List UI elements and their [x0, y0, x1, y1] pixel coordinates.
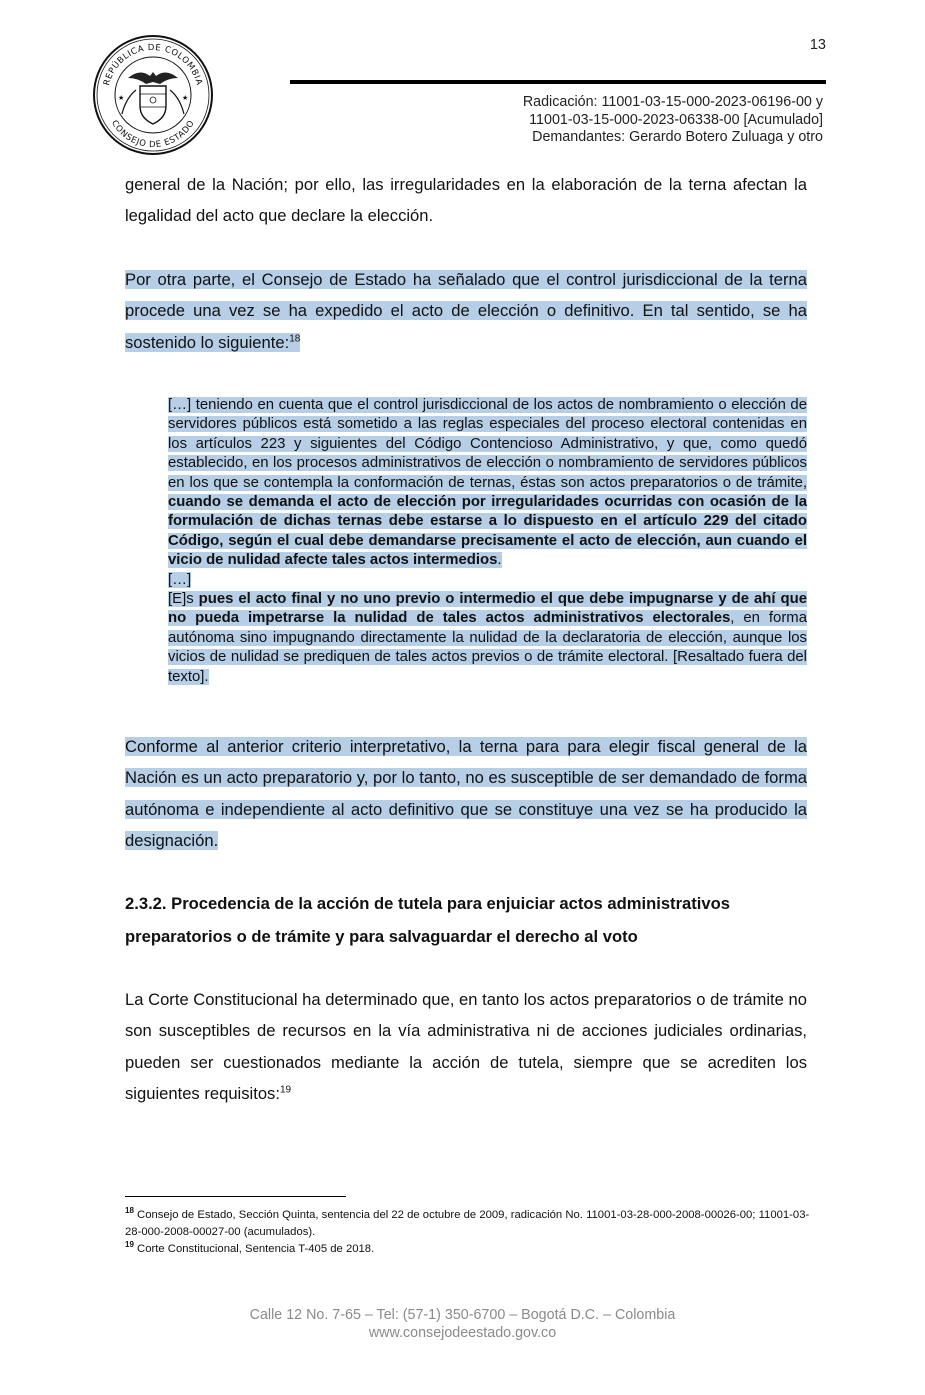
radicado-line-1: Radicación: 11001-03-15-000-2023-06196-00 y	[522, 94, 823, 110]
quote-part-b-bold: pues el acto final y no uno previo o intermedio el que debe impugnarse y de ahí que no pueda impetrarse la nulidad de tales actos administrativos electorales	[168, 591, 807, 627]
consejo-de-estado-seal-logo	[92, 34, 214, 156]
footnote-18	[125, 1207, 825, 1241]
paragraph-1: general de la Nación; por ello, las irregularidades en la elaboración de la terna afectan la legalidad del acto que declare la elección.	[125, 175, 807, 226]
quote-part-a-bold: cuando se demanda el acto de elección por irregularidades ocurridas con ocasión de la formulación de dichas ternas debe estarse a lo dispuesto en el artículo 229 del citado Código, según el cual debe demandarse precisamente el acto de elección, aun cuando el vicio de nulidad afecte tales actos intermedios	[168, 494, 807, 569]
quote-ellipsis: […]	[168, 571, 192, 588]
footer-website[interactable]: www.consejodeestado.gov.co	[368, 1325, 557, 1341]
footnotes	[125, 1207, 825, 1257]
paragraph-3-text: Conforme al anterior criterio interpretativo, la terna para para elegir fiscal general de la Nación es un acto preparatorio y, por lo tanto, no es susceptible de ser demandado de forma autónoma e independiente al acto definitivo que se constituye una vez se ha producido la designación.	[125, 737, 807, 851]
section-heading-2-3-2: 2.3.2. Procedencia de la acción de tutela para enjuiciar actos administrativos preparatorios o de trámite y para salvaguardar el derecho al voto	[125, 894, 730, 946]
svg-text:★: ★	[182, 95, 189, 102]
footnote-18-number: 18	[125, 1206, 134, 1216]
paragraph-2	[125, 264, 807, 358]
paragraph-4	[125, 984, 807, 1110]
paragraph-2-text: Por otra parte, el Consejo de Estado ha señalado que el control jurisdiccional de la terna procede una vez se ha expedido el acto de elección o definitivo. En tal sentido, se ha sostenido lo siguiente:	[125, 270, 807, 352]
footnote-19-number: 19	[125, 1239, 134, 1249]
svg-text:CONSEJO DE ESTADO: CONSEJO DE ESTADO	[109, 118, 198, 151]
footnote-18-text: Consejo de Estado, Sección Quinta, sentencia del 22 de octubre de 2009, radicación No. 11001-03-28-000-2008-00026-00; 11001-03-28-000-2008-00027-00 (acumulados).	[125, 1209, 810, 1238]
block-quote	[168, 396, 807, 687]
paragraph-3	[125, 731, 807, 857]
svg-text:REPÚBLICA DE COLOMBIA: REPÚBLICA DE COLOMBIA	[102, 42, 204, 87]
footnote-19-text: Corte Constitucional, Sentencia T-405 de 2018.	[133, 1242, 375, 1255]
paragraph-4-text: La Corte Constitucional ha determinado que, en tanto los actos preparatorios o de trámite no son susceptibles de recursos en la vía administrativa ni de acciones judiciales ordinarias, pueden ser cuestionados mediante la acción de tutela, siempre que se acrediten los siguientes requisitos:	[125, 990, 807, 1104]
footnote-19	[125, 1241, 825, 1258]
footer-address: Calle 12 No. 7-65 – Tel: (57-1) 350-6700 – Bogotá D.C. – Colombia	[249, 1307, 676, 1323]
svg-text:★: ★	[118, 95, 125, 102]
footnote-separator	[125, 1196, 346, 1197]
demandantes-line: Demandantes: Gerardo Botero Zuluaga y otro	[532, 129, 823, 145]
radicado-line-2: 11001-03-15-000-2023-06338-00 [Acumulado]	[529, 111, 823, 128]
page-number: 13	[809, 37, 826, 53]
footnote-ref-18[interactable]: 18	[289, 333, 301, 345]
case-reference-block	[523, 94, 823, 147]
quote-part-b-normal: , en forma autónoma sino impugnando directamente la nulidad de la declaratoria de elección, aunque los vicios de nulidad se prediquen de tales actos previos o de trámite electoral. [Resaltado fuera del texto].	[168, 610, 807, 685]
header-rule	[290, 80, 826, 84]
quote-part-b-start: [E]s	[168, 591, 199, 608]
footnote-ref-19[interactable]: 19	[279, 1084, 292, 1096]
quote-part-a-normal: […] teniendo en cuenta que el control jurisdiccional de los actos de nombramiento o elección de servidores públicos está sometido a las reglas especiales del proceso electoral contenidas en los artículos 223 y siguientes del Código Contencioso Administrativo, y que, como quedó establecido, en los procesos administrativos de elección o nombramiento de servidores públicos en los que se contempla la conformación de ternas, éstas son actos preparatorios o de trámite,	[168, 397, 807, 491]
quote-part-a-end: .	[497, 552, 502, 569]
